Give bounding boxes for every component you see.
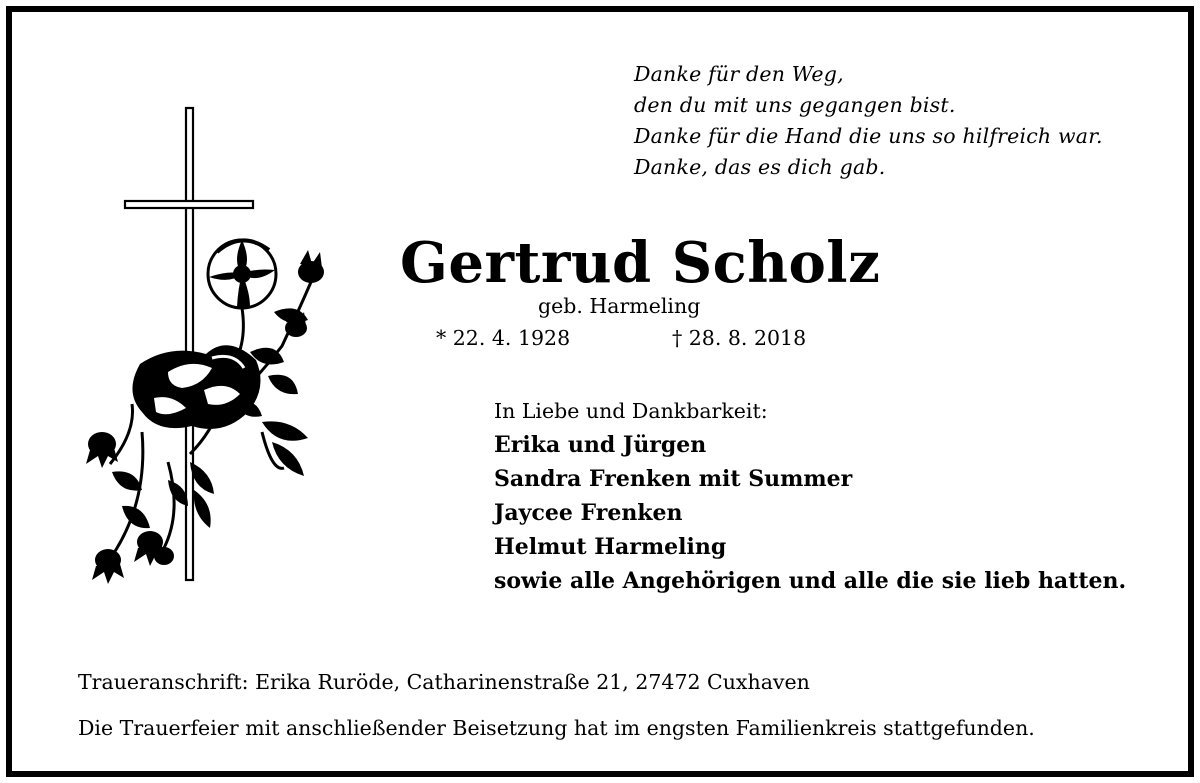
poem-line: Danke, das es dich gab. — [634, 155, 886, 179]
deceased-name: Gertrud Scholz — [400, 230, 881, 296]
mourning-address: Traueranschrift: Erika Ruröde, Catharinenstraße 21, 27472 Cuxhaven — [78, 670, 810, 694]
mourners-block — [494, 394, 1184, 598]
poem-line: den du mit uns gegangen bist. — [634, 93, 956, 117]
mourners-intro: In Liebe und Dankbarkeit: — [494, 399, 768, 423]
mourner-closing: sowie alle Angehörigen und alle die sie lieb hatten. — [494, 568, 1127, 594]
rose-large-flower-icon — [132, 345, 260, 429]
rose-open-flower-icon — [208, 240, 276, 308]
poem-line: Danke für die Hand die uns so hilfreich war. — [634, 124, 1103, 148]
death-date: † 28. 8. 2018 — [672, 326, 807, 350]
obituary-notice — [6, 6, 1194, 777]
mourner-name: Erika und Jürgen — [494, 432, 707, 458]
poem — [634, 59, 1174, 183]
mourner-name: Helmut Harmeling — [494, 534, 727, 560]
cross-icon — [125, 108, 253, 580]
ceremony-note: Die Trauerfeier mit anschließender Beisetzung hat im engsten Familienkreis stattgefunden. — [78, 716, 1035, 740]
poem-line: Danke für den Weg, — [634, 62, 844, 86]
cross-with-roses-icon — [72, 102, 342, 602]
mourner-name: Sandra Frenken mit Summer — [494, 466, 853, 492]
mourner-name: Jaycee Frenken — [494, 500, 683, 526]
maiden-name: geb. Harmeling — [538, 294, 701, 318]
birth-date: * 22. 4. 1928 — [436, 326, 571, 350]
